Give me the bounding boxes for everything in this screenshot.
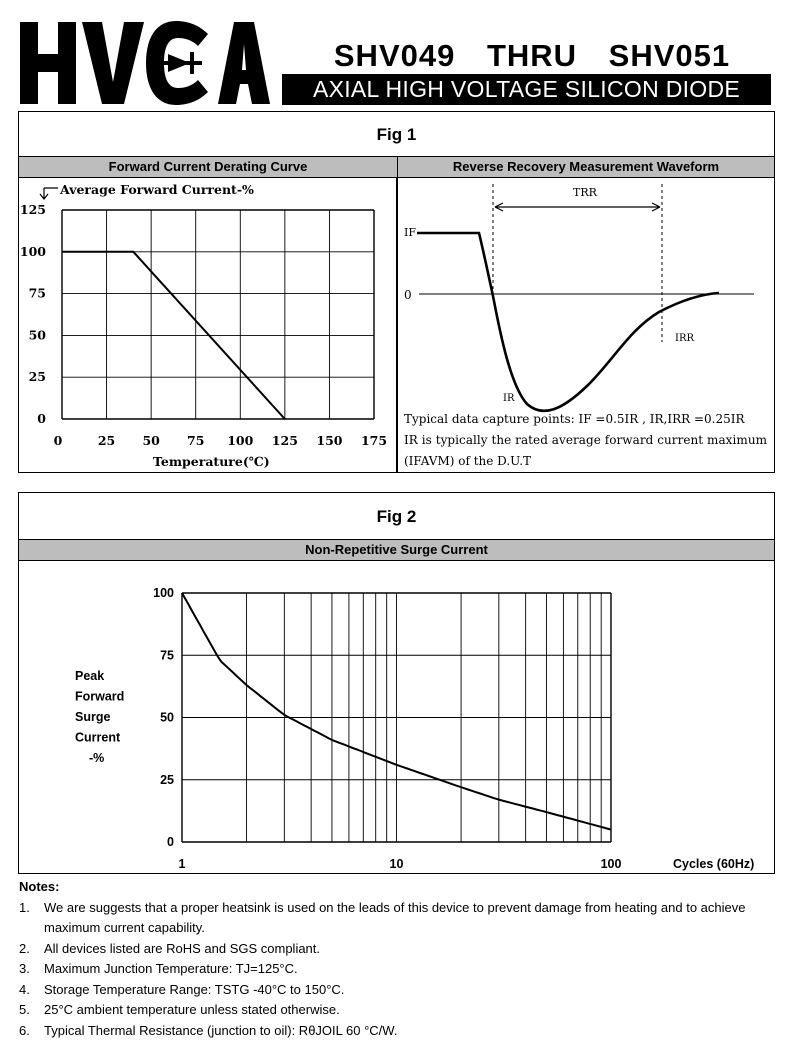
note-text: Maximum Junction Temperature: TJ=125°C. [44, 961, 298, 976]
derating-grid [62, 210, 374, 419]
surge-ylabel-line: -% [89, 751, 105, 765]
derating-ytick-label: 75 [28, 285, 46, 301]
surge-ytick-label: 25 [160, 772, 174, 787]
derating-ytick-label: 0 [37, 411, 46, 426]
surge-ylabel-line: Current [75, 730, 121, 745]
derating-xtick-label: 100 [227, 433, 254, 448]
note-item [19, 898, 779, 939]
notes-list [19, 898, 779, 1042]
surge-xtick-label: 100 [600, 857, 622, 871]
derating-xtick-label: 0 [53, 433, 63, 448]
surge-grid [182, 593, 611, 842]
note-text: Storage Temperature Range: TSTG -40°C to 150°C. [44, 981, 345, 997]
recovery-chart [397, 178, 774, 471]
surge-ytick-label: 100 [153, 586, 174, 600]
note-item [19, 959, 779, 980]
note-number: 6. [19, 1022, 30, 1038]
part-range-title: SHV049 THRU SHV051 [333, 38, 731, 73]
notes-section [19, 877, 779, 1041]
surge-ylabel-line: Surge [75, 710, 111, 724]
note-number: 1. [19, 899, 30, 915]
derating-chart [20, 178, 395, 471]
note-item [19, 939, 779, 960]
fig2-title: Fig 2 [376, 507, 417, 526]
hvca-logo [18, 18, 270, 108]
surge-header: Non-Repetitive Surge Current [19, 539, 774, 561]
trr-arrow [495, 203, 660, 211]
surge-ylabel-line: Forward [75, 689, 125, 704]
recovery-header: Reverse Recovery Measurement Waveform [397, 156, 774, 178]
note-number: 3. [19, 961, 30, 976]
derating-ticks [20, 202, 387, 448]
derating-xtick-label: 75 [187, 433, 205, 448]
arrow-down-icon [40, 188, 58, 199]
note-item [19, 980, 779, 1001]
note-text: All devices listed are RoHS and SGS compliant. [44, 940, 321, 956]
zero-label: 0 [404, 288, 412, 302]
derating-ytick-label: 125 [20, 202, 46, 217]
note-number: 4. [19, 981, 30, 997]
trr-label: TRR [573, 186, 597, 199]
derating-ytick-label: 50 [28, 327, 46, 343]
surge-xtick-label: 10 [389, 857, 404, 871]
surge-xlabel: Cycles (60Hz) [673, 857, 755, 871]
note-number: 5. [19, 1002, 30, 1017]
if-label: IF [404, 226, 416, 239]
derating-xtick-label: 125 [271, 433, 298, 448]
note-text: 25°C ambient temperature unless stated otherwise. [44, 1002, 340, 1017]
irr-label: IRR [675, 333, 695, 344]
note-item [19, 1000, 779, 1021]
derating-ylabel: Average Forward Current-% [60, 182, 254, 197]
derating-xtick-label: 50 [142, 433, 160, 448]
derating-xtick-label: 25 [97, 433, 116, 448]
recovery-waveform [417, 233, 719, 411]
derating-xtick-label: 150 [316, 433, 343, 448]
derating-xtick-label: 175 [360, 433, 388, 448]
note-number: 2. [19, 940, 30, 956]
recovery-caption-1: Typical data capture points: IF =0.5IR , IR,IRR =0.25IR [404, 412, 745, 426]
recovery-caption-3: (IFAVM) of the D.U.T [404, 454, 532, 468]
note-text: Typical Thermal Resistance (junction to oil): RθJOIL 60 °C/W. [44, 1022, 398, 1038]
fig1-title: Fig 1 [376, 125, 417, 144]
ir-label: IR [503, 393, 515, 404]
surge-ytick-label: 0 [167, 835, 174, 849]
recovery-caption-2: IR is typically the rated average forward current maximum [404, 433, 767, 447]
surge-ytick-label: 75 [160, 648, 174, 663]
surge-ticks [153, 586, 621, 871]
notes-title: Notes: [19, 879, 60, 894]
surge-xtick-label: 1 [178, 857, 186, 871]
surge-chart [20, 562, 773, 872]
note-item [19, 1021, 779, 1042]
product-subtitle: AXIAL HIGH VOLTAGE SILICON DIODE [282, 74, 771, 105]
surge-ylabel-line: Peak [75, 669, 105, 683]
note-text: We are suggests that a proper heatsink is used on the leads of this device to prevent damage from heating and to achieve maximum current capability. [44, 899, 746, 935]
derating-ytick-label: 100 [20, 243, 46, 259]
derating-header: Forward Current Derating Curve [19, 156, 397, 178]
surge-ylabel [75, 669, 124, 765]
derating-xlabel: Temperature(℃) [153, 454, 270, 469]
surge-ytick-label: 50 [160, 710, 174, 725]
derating-ytick-label: 25 [28, 369, 46, 385]
